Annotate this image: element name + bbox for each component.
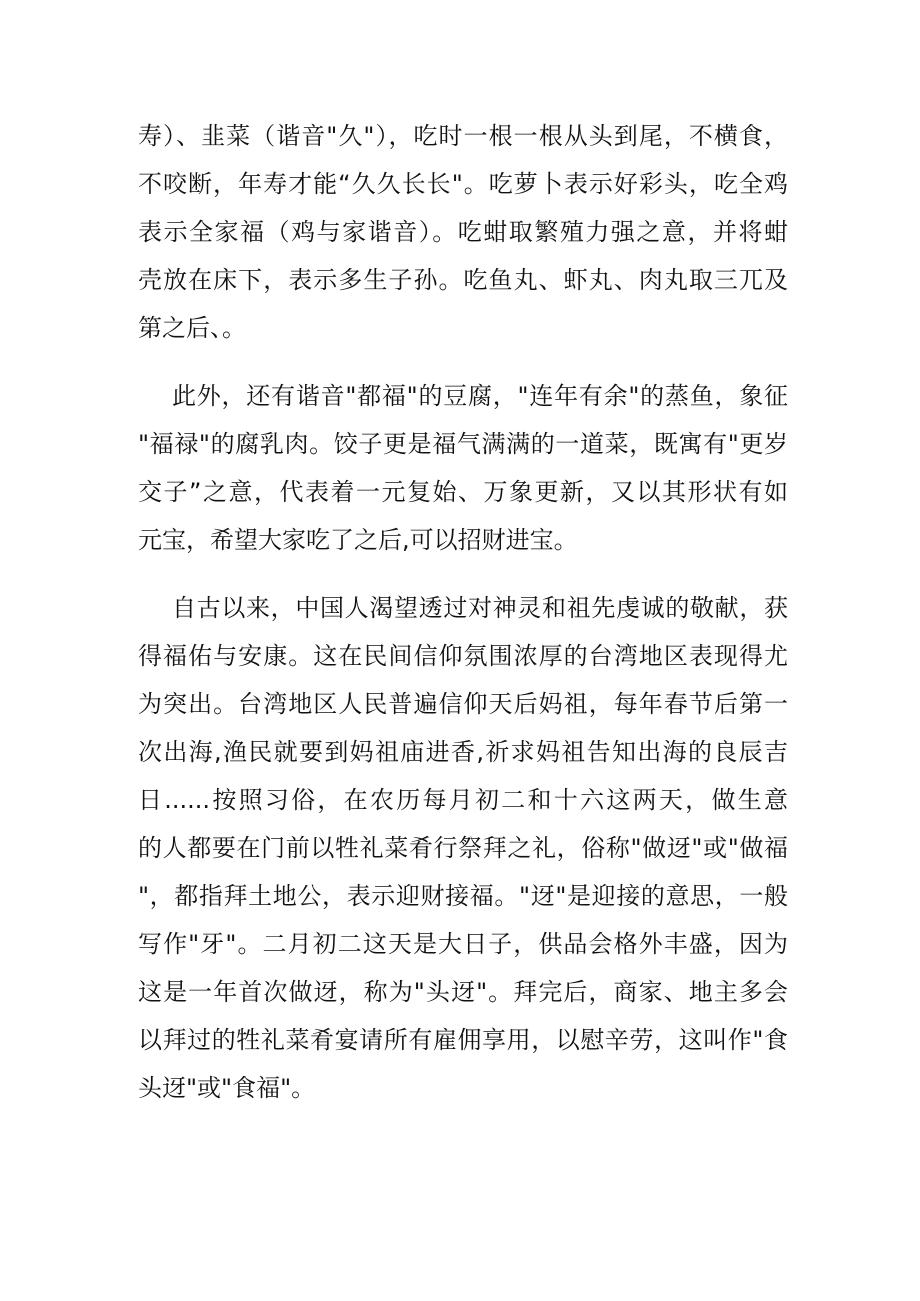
text-line: 此外，还有谐音"都福"的豆腐，"连年有余"的蒸鱼，象征 (172, 382, 788, 410)
paragraph-1 (138, 112, 788, 352)
paragraph-3 (138, 584, 788, 1112)
text-line: 这是一年首次做迓，称为"头迓"。拜完后，商家、地主多会 (138, 978, 788, 1006)
text-line: 以拜过的牲礼菜肴宴请所有雇佣享用，以慰辛劳，这叫作"食 (138, 1026, 788, 1054)
text-line: 头迓"或"食福"。 (138, 1074, 316, 1102)
text-line: 得福佑与安康。这在民间信仰氛围浓厚的台湾地区表现得尤 (138, 642, 788, 670)
text-line: "福禄"的腐乳肉。饺子更是福气满满的一道菜，既寓有"更岁 (138, 430, 788, 458)
text-line: "，都指拜土地公，表示迎财接福。"迓"是迎接的意思，一般 (138, 882, 788, 910)
text-line: 的人都要在门前以牲礼菜肴行祭拜之礼，俗称"做迓"或"做福 (138, 834, 788, 862)
text-line: 表示全家福（鸡与家谐音）。吃蚶取繁殖力强之意，并将蚶 (138, 218, 788, 246)
text-line: 自古以来，中国人渴望透过对神灵和祖先虔诚的敬献，获 (172, 594, 788, 622)
text-line: 寿）、韭菜（谐音"久"），吃时一根一根从头到尾，不横食， (138, 122, 788, 150)
text-line: 第之后、。 (138, 314, 246, 342)
text-line: 交子”之意，代表着一元复始、万象更新，又以其形状有如 (138, 478, 788, 506)
text-line: 写作"牙"。二月初二这天是大日子，供品会格外丰盛，因为 (138, 930, 788, 958)
text-line: 不咬断，年寿才能“久久长长"。吃萝卜表示好彩头，吃全鸡 (138, 170, 788, 198)
text-line: 元宝，希望大家吃了之后,可以招财进宝。 (138, 526, 578, 554)
text-line: 为突出。台湾地区人民普遍信仰天后妈祖，每年春节后第一 (138, 690, 788, 718)
paragraph-2 (138, 372, 788, 564)
text-line: 日......按照习俗，在农历每月初二和十六这两天，做生意 (138, 786, 788, 814)
text-line: 壳放在床下，表示多生子孙。吃鱼丸、虾丸、肉丸取三兀及 (138, 266, 788, 294)
text-line: 次出海,渔民就要到妈祖庙进香,祈求妈祖告知出海的良辰吉 (138, 738, 788, 766)
